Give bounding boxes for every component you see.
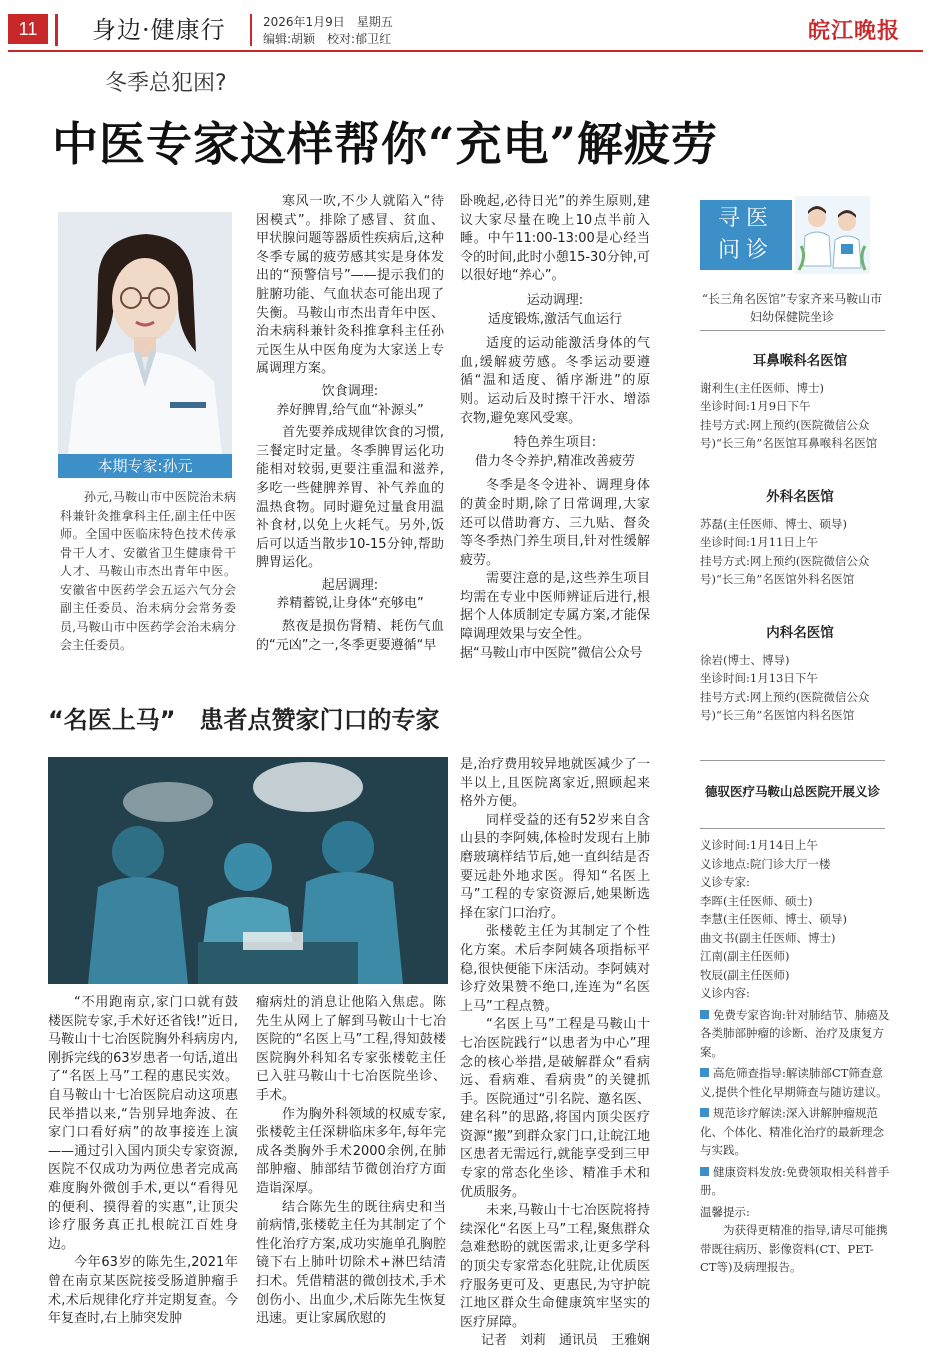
event-item-text: 针对肺结节、肺癌及各类肺部肿瘤的诊断、治疗及康复方案。 [700, 1007, 890, 1059]
surgery-photo [48, 757, 448, 984]
clinic-register: 挂号方式:网上预约(医院微信公众号)“长三角”名医馆外科名医馆 [700, 553, 870, 586]
page-number: 11 [8, 14, 48, 44]
clinic-time: 坐诊时间:1月9日下午 [700, 399, 811, 413]
event-item [700, 1006, 890, 1062]
paragraph: 是,治疗费用较异地就医减少了一半以上,且医院离家近,照顾起来格外方便。 [460, 757, 650, 810]
paragraph: 结合陈先生的既往病史和当前病情,张楼乾主任为其制定了个性化治疗方案,成功实施单孔胸腔镜下右上肺叶切除术+淋巴结清扫术。凭借精湛的微创技术,手术创伤小、出血少,术后陈先生恢复迅速。更让家属欣慰的 [256, 1199, 446, 1327]
paragraph: “不用跑南京,家门口就有鼓楼医院专家,手术好还省钱!”近日,马鞍山十七冶医院胸外科病房内,刚拆完线的63岁患者一句话,道出了“名医上马”工程的惠民实效。自马鞍山十七冶医院启动这项惠民举措以来,“告别异地奔波、在家门口看好病”的故事接连上演——通过引入国内顶尖专家资源,医院不仅成功为两位患者完成高难度胸外微创手术,更以“看得见的便利、摸得着的实惠”,让顶尖诊疗服务真正扎根皖江百姓身边。 [48, 995, 238, 1252]
subheading: 饮食调理: [321, 383, 379, 399]
paragraph: “名医上马”工程是马鞍山十七冶医院践行“以患者为中心”理念的核心举措,是破解群众“看病远、看病难、看病贵”的关键抓手。医院通过“引名院、邀名医、建名科”的思路,将国内顶尖医疗资源“搬”到群众家门口,让皖江地区患者无需远行,就能享受到三甲专家的常态化坐诊、精准手术和优质服务。 [460, 1017, 650, 1200]
tip-text: 为获得更精准的指导,请尽可能携带既往病历、影像资料(CT、PET-CT等)及病理报告。 [700, 1223, 888, 1274]
article2-headline: “名医上马” 患者点赞家门口的专家 [48, 706, 440, 734]
subheading: 借力冬令养护,精准改善疲劳 [474, 453, 636, 469]
event-item-text: 免费领取相关科普手册。 [700, 1164, 890, 1197]
surgery-scene-icon [48, 757, 448, 984]
tip-label: 温馨提示: [700, 1204, 750, 1219]
clinic-title: 耳鼻喉科名医馆 [752, 353, 848, 369]
article2-column-2 [256, 994, 446, 1329]
event-item [700, 1163, 890, 1200]
article2-column-1 [48, 994, 238, 1329]
event-place: 义诊地点:院门诊大厅一楼 [700, 856, 831, 871]
sidebar-intro: “长三角名医馆”专家齐来马鞍山市妇幼保健院坐诊 [701, 292, 883, 324]
paragraph: 适度的运动能激活身体的气血,缓解疲劳感。冬季运动要遵循“温和适度、循序渐进”的原则。运动后及时擦干汗水、增添衣物,避免寒风受寒。 [460, 336, 650, 426]
subheading: 特色养生项目: [513, 435, 597, 451]
subheading: 起居调理: [321, 577, 379, 593]
doctors-illustration [795, 196, 870, 274]
clinic-doctor: 徐岩(博士、博导) [700, 652, 790, 667]
paragraph: 张楼乾主任为其制定了个性化方案。术后李阿姨各项指标平稳,很快便能下床活动。李阿姨对诊疗效果赞不绝口,连连为“名医上马”工程点赞。 [460, 924, 650, 1014]
paragraph: 未来,马鞍山十七冶医院将持续深化“名医上马”工程,聚焦群众急难愁盼的就医需求,让更多学科的顶尖专家常态化驻院,让优质医疗服务更可及、更惠民,为守护皖江地区群众生命健康筑牢坚实的医疗屏障。 [460, 1203, 650, 1330]
paragraph: 需要注意的是,这些养生项目均需在专业中医师辨证后进行,根据个人体质制定专属方案,才能保障调理效果与安全性。 [460, 571, 650, 643]
event-expert: 牧辰(副主任医师) [700, 967, 790, 982]
subheading: 养好脾胃,给气血“补源头” [276, 402, 424, 418]
editor-credits: 编辑:胡颖 校对:郁卫红 [263, 32, 392, 46]
event-title: 德驭医疗马鞍山总医院开展义诊 [704, 784, 880, 799]
event-expert: 曲文书(副主任医师、博士) [700, 930, 836, 945]
article2-column-3 [460, 756, 650, 1351]
clinic-surgery [700, 488, 900, 589]
sidebar-divider [700, 760, 885, 761]
paragraph: 首先要养成规律饮食的习惯,三餐定时定量。冬季脾胃运化功能相对较弱,更要注重温和滋养,多吃一些健脾养胃、补气养血的温热食物。同时避免过量食用温补食材,以免上火耗气。另外,饭后可以适当散步10-15分钟,帮助脾胃运化。 [256, 425, 444, 571]
free-clinic-event [700, 836, 890, 1277]
event-item-head: 免费专家咨询: [713, 1007, 786, 1022]
event-item [700, 1064, 890, 1101]
sidebar-divider [700, 330, 885, 331]
clinic-doctor: 谢利生(主任医师、博士) [700, 380, 824, 395]
byline: 记者 刘莉 通讯员 王雅娴 [480, 1333, 650, 1349]
paragraph: 冬季是冬令进补、调理身体的黄金时期,除了日常调理,大家还可以借助膏方、三九贴、督灸等冬季热门养生项目,针对性缓解疲劳。 [460, 478, 650, 568]
event-expert: 李慧(主任医师、博士、硕导) [700, 912, 847, 926]
doctors-icon [795, 196, 870, 274]
issue-date: 2026年1月9日 星期五 [263, 15, 393, 29]
clinic-title: 内科名医馆 [766, 625, 834, 641]
clinic-doctor: 苏磊(主任医师、博士、硕导) [700, 516, 847, 531]
header-divider [55, 14, 58, 46]
event-item-text: 深入讲解肿瘤规范化、个体化、精准化治疗的最新理念与实践。 [700, 1106, 884, 1157]
clinic-register: 挂号方式:网上预约(医院微信公众号)“长三角”名医馆内科名医馆 [700, 689, 870, 722]
article-headline: 中医专家这样帮你“充电”解疲劳 [52, 117, 718, 171]
event-content-label: 义诊内容: [700, 986, 750, 1000]
expert-caption: 本期专家:孙元 [58, 454, 232, 478]
event-item [700, 1104, 890, 1160]
clinic-time: 坐诊时间:1月13日下午 [700, 671, 818, 685]
paragraph: 今年63岁的陈先生,2021年曾在南京某医院接受肠道肿瘤手术,术后规律化疗并定期复查。今年复查时,右上肺突发肿 [48, 1255, 238, 1327]
person-portrait-icon [58, 212, 232, 454]
bullet-square-icon [700, 1108, 709, 1117]
expert-bio: 孙元,马鞍山市中医院治未病科兼针灸推拿科主任,副主任中医师。全国中医临床特色技术传承骨干人才、安徽省卫生健康骨干人才、马鞍山市杰出青年中医。安徽省中医药学会五运六气分会副主任委员、治未病分会常务委员,马鞍山市中医药学会治未病分会主任委员。 [60, 490, 236, 652]
bullet-square-icon [700, 1167, 709, 1176]
paragraph: 作为胸外科领域的权威专家,张楼乾主任深耕临床多年,每年完成各类胸外手术2000余例,在肺部肿瘤、肺部结节微创治疗方面造诣深厚。 [256, 1106, 446, 1196]
subheading: 养精蓄锐,让身体“充够电” [276, 596, 424, 612]
clinic-internal [700, 624, 900, 725]
header-divider [250, 14, 252, 46]
sidebar-divider [700, 828, 885, 829]
event-item-text: 解读肺部CT筛查意义,提供个性化早期筛查与随访建议。 [700, 1066, 888, 1099]
event-experts-label: 义诊专家: [700, 875, 750, 889]
article1-column-2 [460, 193, 650, 663]
article-kicker: 冬季总犯困? [105, 71, 227, 96]
paragraph: 寒风一吹,不少人就陷入“待困模式”。排除了感冒、贫血、甲状腺问题等器质性疾病后,这种冬季专属的疲劳感其实是身体发出的“预警信号”——提示我们的脏腑功能、气血状态可能出现了失衡。马鞍山市杰出青年中医、治未病科兼针灸科推拿科主任孙元医生从中医角度为大家送上专属调理方案。 [256, 194, 444, 377]
event-time: 义诊时间:1月14日上午 [700, 838, 818, 852]
event-expert: 李晖(主任医师、硕士) [700, 893, 813, 908]
expert-portrait [58, 212, 232, 454]
newspaper-masthead: 皖江晚报 [808, 18, 901, 44]
paragraph: 同样受益的还有52岁来自含山县的李阿姨,体检时发现右上肺磨玻璃样结节后,她一直纠结是否要远赴外地求医。得知“名医上马”工程的专家资源后,她果断选择在家门口治疗。 [460, 812, 650, 921]
section-title: 身边·健康行 [92, 16, 226, 44]
clinic-title: 外科名医馆 [766, 489, 834, 505]
paragraph: 卧晚起,必待日光”的养生原则,建议大家尽量在晚上10点半前入睡。中午11:00-13:00是心经当令的时间,此时小憩15-30分钟,可以很好地“养心”。 [460, 194, 650, 284]
bullet-square-icon [700, 1010, 709, 1019]
sidebar-heading-line: 寻医 [717, 206, 774, 231]
paragraph: 熬夜是损伤肾精、耗伤气血的“元凶”之一,冬季更要遵循“早 [256, 619, 444, 653]
event-item-head: 规范诊疗解读: [713, 1106, 786, 1120]
paragraph: 瘤病灶的消息让他陷入焦虑。陈先生从网上了解到马鞍山十七冶医院的“名医上马”工程,得知鼓楼医院胸外科知名专家张楼乾主任已入驻马鞍山十七冶医院坐诊、手术。 [256, 995, 446, 1103]
event-item-head: 高危筛查指导: [713, 1066, 786, 1080]
clinic-time: 坐诊时间:1月11日上午 [700, 535, 818, 549]
subheading: 运动调理: [526, 292, 584, 308]
event-item-head: 健康资料发放: [713, 1164, 786, 1179]
source-credit: 据“马鞍山市中医院”微信公众号 [460, 645, 643, 661]
clinic-ent [700, 352, 900, 453]
subheading: 适度锻炼,激活气血运行 [487, 311, 623, 327]
event-expert: 江南(副主任医师) [700, 949, 790, 963]
article1-column-1 [256, 193, 444, 655]
header-rule [8, 50, 923, 52]
bullet-square-icon [700, 1068, 709, 1077]
clinic-register: 挂号方式:网上预约(医院微信公众号)“长三角”名医馆耳鼻喉科名医馆 [700, 417, 878, 450]
sidebar-heading [700, 200, 792, 270]
sidebar-heading-line: 问诊 [717, 238, 774, 263]
